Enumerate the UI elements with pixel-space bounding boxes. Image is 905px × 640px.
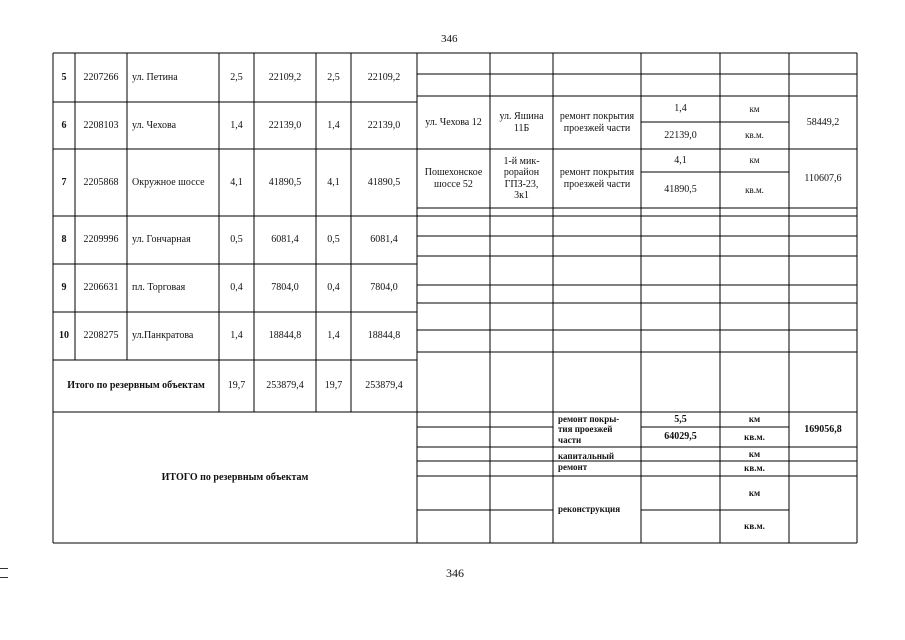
- area-value: 7804,0: [370, 282, 398, 294]
- unit-sqm: кв.м.: [744, 431, 765, 442]
- area-value: 6081,4: [370, 234, 398, 246]
- unit-sqm: кв.м.: [745, 130, 764, 141]
- page-number-top: 346: [441, 33, 458, 45]
- length-value: 0,4: [327, 282, 340, 294]
- page-number-bottom: 346: [446, 566, 464, 580]
- row-number: 5: [61, 71, 67, 83]
- road-code: 2207266: [83, 71, 119, 83]
- unit-km: км: [749, 155, 760, 166]
- road-code: 2205868: [83, 176, 119, 188]
- address-to: ул. Яшина 11Б: [499, 111, 544, 134]
- row-number: 7: [61, 176, 67, 188]
- subtotal-area: 253879,4: [365, 380, 403, 392]
- total-repair-area: 64029,5: [664, 431, 697, 443]
- total-repair-length: 5,5: [674, 413, 687, 425]
- subtotal-length: 19,7: [227, 380, 246, 392]
- road-code: 2208103: [83, 119, 119, 131]
- unit-km: км: [748, 487, 761, 498]
- street-name: ул.Панкратова: [132, 330, 194, 342]
- length-value: 1,4: [230, 330, 243, 342]
- unit-km: км: [748, 448, 761, 459]
- subtotal-label: Итого по резервным объектам: [67, 380, 205, 392]
- total-label: ИТОГО по резервным объектам: [161, 471, 309, 483]
- total-repair-label: ремонт покры- тия проезжей части: [558, 413, 620, 445]
- address-to: 1-й мик- рорайон ГПЗ-23, 3к1: [503, 155, 540, 201]
- road-code: 2208275: [83, 330, 119, 342]
- length-value: 1,4: [674, 103, 687, 115]
- length-value: 0,5: [327, 234, 340, 246]
- address-from: ул. Чехова 12: [425, 116, 482, 128]
- row-number: 6: [61, 119, 67, 131]
- area-value: 41890,5: [367, 176, 401, 188]
- length-value: 1,4: [327, 119, 340, 131]
- area-value: 6081,4: [271, 234, 299, 246]
- length-value: 2,5: [327, 71, 340, 83]
- total-reconstruction-label: реконструкция: [558, 504, 621, 515]
- row-number: 8: [61, 234, 67, 246]
- road-code: 2209996: [83, 234, 119, 246]
- length-value: 1,4: [230, 119, 243, 131]
- area-value: 41890,5: [268, 176, 302, 188]
- area-value: 18844,8: [268, 330, 302, 342]
- address-from: Пошехонское шоссе 52: [424, 167, 483, 190]
- length-value: 4,1: [327, 176, 340, 188]
- area-value: 41890,5: [664, 184, 697, 196]
- work-type: ремонт покрытия проезжей части: [559, 167, 635, 190]
- street-name: ул. Гончарная: [132, 234, 191, 246]
- total-cost: 169056,8: [804, 423, 842, 435]
- area-value: 7804,0: [271, 282, 299, 294]
- unit-sqm: кв.м.: [745, 184, 764, 195]
- unit-sqm: кв.м.: [744, 463, 765, 474]
- length-value: 1,4: [327, 330, 340, 342]
- road-code: 2206631: [83, 282, 119, 294]
- row-number: 10: [59, 330, 69, 342]
- length-value: 4,1: [230, 176, 243, 188]
- length-value: 4,1: [674, 154, 687, 166]
- cost-value: 110607,6: [804, 172, 842, 184]
- street-name: ул. Петина: [132, 71, 178, 83]
- unit-km: км: [748, 414, 761, 425]
- street-name: пл. Торговая: [132, 282, 186, 294]
- length-value: 0,5: [230, 234, 243, 246]
- area-value: 22109,2: [268, 71, 302, 83]
- area-value: 22139,0: [367, 119, 401, 131]
- cost-value: 58449,2: [806, 116, 840, 128]
- area-value: 22109,2: [367, 71, 401, 83]
- area-value: 22139,0: [268, 119, 302, 131]
- subtotal-length: 19,7: [324, 380, 343, 392]
- length-value: 2,5: [230, 71, 243, 83]
- area-value: 22139,0: [664, 129, 697, 141]
- subtotal-area: 253879,4: [266, 380, 304, 392]
- street-name: ул. Чехова: [132, 119, 177, 131]
- area-value: 18844,8: [367, 330, 401, 342]
- unit-sqm: кв.м.: [744, 521, 765, 532]
- row-number: 9: [61, 282, 67, 294]
- total-capital-label: капитальный ремонт: [558, 451, 615, 472]
- street-name: Окружное шоссе: [132, 176, 205, 188]
- length-value: 0,4: [230, 282, 243, 294]
- unit-km: км: [749, 103, 760, 114]
- work-type: ремонт покрытия проезжей части: [559, 111, 635, 134]
